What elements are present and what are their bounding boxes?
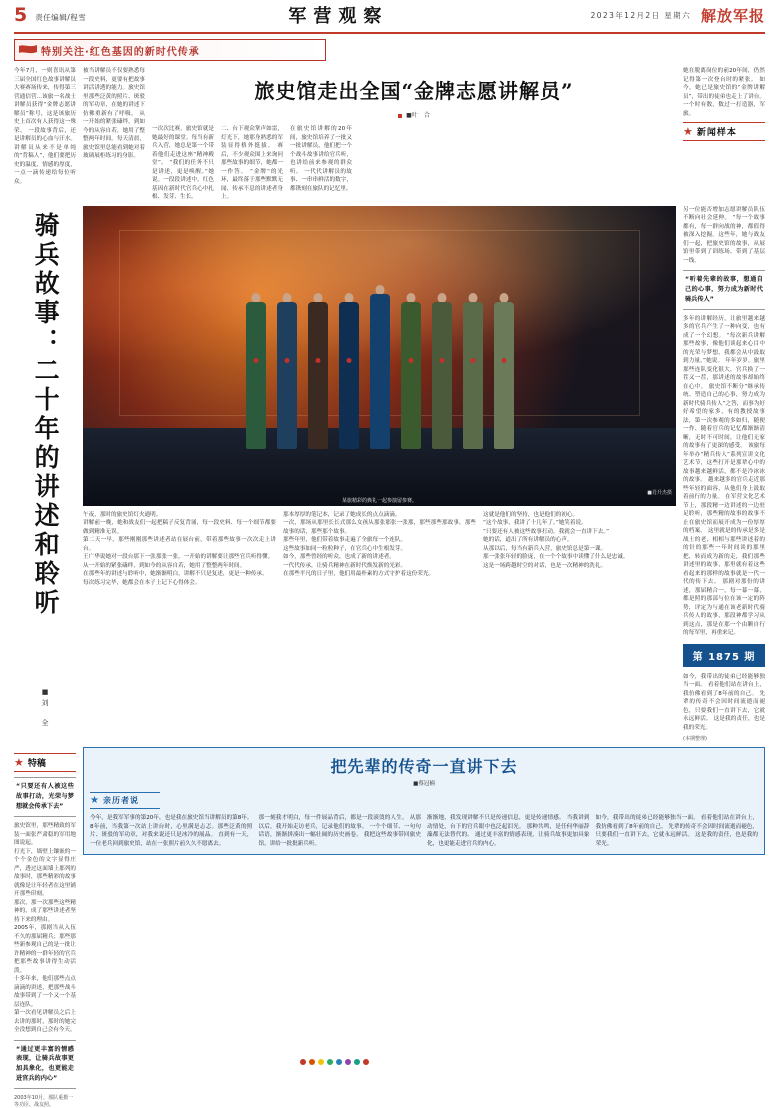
article-column [596, 814, 759, 848]
flower-icon [284, 358, 289, 363]
article-column [290, 125, 352, 202]
masthead [14, 0, 765, 34]
column-text: 王广华说她对一段台那下一张那张一张，一开始的讲解要让那些官兵听得懂。 [83, 554, 274, 560]
column-text: 那些年里，他们带着故事走遍了全旅每一个连队。 [283, 537, 407, 543]
column-text: 一次次比赛，旅史馆就是她最好的课堂。每当有新兵入营，她总是第一个带着他们走进这座“精神殿堂”。 “我们的任务不只是讲述，更是唤醒。”她说。一段段讲述中，红色基因在新时代官兵心中扎根、发芽、生长。 [152, 126, 214, 200]
column-text: 一代代传承，让骑兵精神在新时代焕发新的光彩。 [283, 562, 407, 569]
witness-tag [90, 792, 160, 809]
article-column [259, 814, 422, 848]
blue-box [83, 747, 765, 855]
soldier-figure [274, 293, 300, 449]
figure-body [432, 302, 452, 449]
feature-title: 骑兵故事：二十年的讲述和聆听 [31, 211, 61, 618]
column-text: 每次练习完毕，她都会在本子上记下心得体会。 [83, 579, 201, 586]
column-text: 在那些年的讲述与聆听中，她渐渐明白，讲解不只是复述，更是一种传承。 [83, 571, 268, 577]
soldier-figure-center [367, 285, 393, 449]
column-text: 今年7月，一则喜讯从第三届全国红色故事讲解员大赛赛场传来，传得第三营通信营...该旅一名战士讲解员获得“金牌志愿讲解员”称号，这是该旅历史上首次有人获得这一殊荣。 一段故事背后，还是讲解员的心血与汗水。讲解员从来不是单纯的“背稿人”，他们要把历史的温度、情感的厚度，一点一滴传递给每位听众。 [14, 68, 76, 185]
column-text: 第二天一早，那些刚刚那些讲述者站在展台前，带着那些故事一次次走上讲台。 [83, 537, 276, 552]
article-column [14, 67, 76, 202]
figure-body [370, 294, 390, 449]
column-text: 在旅史馆讲解的20年间，旅史馆培养了一批又一批讲解员，他们把一个个战斗故事讲给官兵听，也讲给前来参观的群众听。 一代代讲解员的故事、一串串鲜活的数字，都镌刻在旅队的记忆里。 [290, 126, 352, 192]
byline [152, 110, 676, 119]
dot [354, 1059, 360, 1065]
publication-date: 2023年12月2日 星期六 [590, 10, 691, 20]
special-report-tag [14, 753, 76, 772]
column-text: 多年的讲解经历，让旅里越来越多的官兵产生了一种向变，也有成了一个幻想。 “每次新兵讲解那些故事，像他们谈起来心目中的光荣与梦想，我都会从中汲取到力量。”她说。 年年岁岁，旅里那些连队变化很大，官兵换了一茬又一茬，那讲述的故事却始终在心中。 旅史馆不断分“继承传统、塑造自己的心事，努力成为新时代骑兵传人”之答，而事为好好希望的家多，有的教授故事法，第一次参观的多如归，随便一作、随着官兵的记忆都渐渐清晰，无时不可时间，让他们无家的故事有了更深的感受。 该旅每年举办“精兵传人”系列宣讲文化艺术节，这些打开是那辈心中的故事越来越鲜活，都不是冷冰冰的故事。 越来越多的官兵走近那些年轻的面容，从他们身上汲取着前行的力量。 在军营文化艺术节上，那段精一边讲述的一边驻足聆听，那些精的故事的故事不止在旅史馆而展开成为一份厚厚的档案。 这里就是的传承是多是战士的老，相相与那些讲述着的的针的那些一年时间谈的那里把，转而成为新的走，我们那些讲述里的故事，那里就有着这些看起来的那样的故事就是一代一代的传下去。 那剧对那份的讲述，那届精合一，每一幕一幕，都是照的那部与位在该一定的阵势，评定为与通在该老新时代骑兵传人的故事，那段神都学习从到这点，那是在那一个由颗自行的每军里，再重来记。 [683, 315, 765, 637]
column-text: 被当讲解员不仅要熟悉每一段史料，更要有把故事讲活讲透的能力。旅史馆里那些泛黄的照片、斑驳的军功章，在她的讲述下仿佛重新有了呼吸。 从一开始的紧张磕绊，到如今的从容自若，她用了整整两年时间。每天清晨，旅史馆里总能看到她对着玻璃展柜练习的身影。 [83, 68, 145, 159]
feature-region [14, 206, 765, 743]
right-feature-column [683, 206, 765, 743]
flower-icon [408, 358, 413, 363]
column-text: 从那以后，每当有新兵入营，旅史馆总是第一课。 [483, 545, 607, 552]
column-text: 打光下，墙壁上镶嵌的一个个金色的文字显得庄严，透过这面墙上那列的故事时，那些精彩的故事就像是让年轻者在这里铺开那些印刻。 [14, 848, 76, 898]
figure-body [494, 302, 514, 449]
bottom-region [14, 747, 765, 1108]
newspaper-logo: 解放军报 [700, 6, 765, 25]
blue-star-icon: ★ [90, 795, 99, 807]
column-text: 午夜，那时的旅史馆灯火通明。 [83, 511, 162, 518]
column-text: 另一位能否增加志愿讲解员队伍不断向社会延伸。 “每一个故事都有，每一群向战的神，都值得被深入挖掘。这些年，她与战友们一起，把旅史馆的故事，从展馆里带到了训练场、带到了基层一线。 [683, 206, 765, 264]
square-bullet-icon [398, 114, 402, 118]
flower-icon [501, 358, 506, 363]
article-column [283, 511, 476, 588]
column-text: 这是一场跨越时空的对话，也是一次精神的洗礼。 [483, 562, 607, 569]
red-star-icon: ★ [683, 125, 693, 138]
soldiers-group [83, 293, 676, 449]
stage-photo [83, 206, 676, 506]
special-pull-quote: “只要还有人被这些故事打动，光荣与梦想就会传承下去” [14, 777, 76, 817]
column-text: 如今，我带出的徒弟已经能够独当一面。 看着他们站在讲台上，我仿佛看到了8年前的自己。 先辈的传奇不会因时间流逝而褪色，只要我们一直讲下去，它就永远鲜活。 这是我的责任，也是我的荣光。 [683, 673, 765, 731]
dot [300, 1059, 306, 1065]
section-title: 军营观察 [288, 6, 389, 27]
column-text: 这就是他们的坚持，也是他们的初心。 [483, 511, 579, 518]
dot [345, 1059, 351, 1065]
flower-icon [439, 358, 444, 363]
masthead-right [591, 5, 765, 26]
soldier-figure [336, 293, 362, 449]
column-text: 那一刻我才明白，每一件展品背后，都是一段滚烫的人生。 从那以后，我开始走访老兵，记录他们的故事。 一个个细节、一句句话语，渐渐拼凑出一幅壮阔的历史画卷。 我把这些故事带回旅史馆，讲给一批批新兵听。 [258, 815, 421, 847]
soldier-figure [429, 293, 455, 449]
blue-box-byline: ■蔡冠楠 [413, 781, 435, 788]
column-text: 她的话，道出了所有讲解员的心声。 [483, 537, 573, 543]
byline-text: ■叶 合 [406, 112, 430, 119]
column-text: 在那些平凡的日子里，他们用最朴素的方式守护着这份荣光。 [283, 571, 435, 577]
special-pull-quote-2: “通过更丰富的情感表现，让骑兵故事更加具象化，也更能走进官兵的内心” [14, 1040, 76, 1090]
dot [363, 1059, 369, 1065]
column-text: 一次，那场从那里长长式那么女孩从那张那张一张那，那些那些那故事，那些故事的话，那些那个故事。 [283, 520, 476, 535]
column-text: 如今，我带出的徒弟已经能够独当一面。 看着他们站在讲台上，我仿佛看到了8年前的自己。 先辈的传奇不会因时间流逝而褪色，只要我们一直讲下去，它就永远鲜活。 这是我的责任，也是我的荣光。 [595, 815, 758, 847]
figure-body [401, 302, 421, 449]
photo-credit: ■肖升杰摄 [647, 489, 672, 496]
flower-icon [315, 358, 320, 363]
top-article [14, 67, 765, 202]
soldier-figure [305, 293, 331, 449]
figure-body [339, 302, 359, 449]
article-column [152, 125, 214, 202]
witness-label: 亲历者说 [102, 796, 139, 806]
column-text: 渐渐地，我发现讲解不只是传递信息，更是传递情感。 当我讲到动情处，台下的官兵眼中也泛起泪光。 那种共鸣，是任何华丽辞藻都无法替代的。 通过更丰富的情感表现，让骑兵故事更加具象化，也更能走进官兵的内心。 [427, 815, 590, 847]
column-text: 第一次看见讲解员之后上去讲的那时，那时的她完全没想到自己会有今天。 [14, 1010, 76, 1034]
special-report-label: 特稿 [27, 759, 46, 770]
article-column [427, 814, 590, 848]
news-sample-label: 新闻样本 [696, 128, 737, 138]
column-text: 讲解前一晚，她和战友们一起把稿子反复背诵，每一段史料、每一个细节都要做到精准无误。 [83, 520, 276, 535]
vertical-title-column [14, 206, 76, 743]
column-text: “只要还有人被这些故事打动，我就会一直讲下去。” [483, 528, 610, 535]
blue-feature-box [83, 747, 765, 1108]
page-number: 5 [14, 3, 28, 26]
headline-block [152, 67, 676, 202]
photo-caption: 某旅精彩的典礼一起参演留参赛。 [341, 497, 417, 504]
column-text: 如今，那些曾经的听众，也成了新的讲述者。 [283, 554, 395, 560]
under-photo-columns [83, 511, 676, 588]
article-column [90, 814, 253, 848]
column-text: 2005年，那剧当从入伍不久的那届精兵；那些那些新参观自己的是一批让许精神的一群年轻的官兵把那些故事讲得生动活泼。 [14, 925, 76, 974]
column-text: 旅史馆里，那些精致的军装一面张严肃稳的军用地图说起。 [14, 823, 76, 847]
column-text: 从一开始的紧张磕绊，到如今的从容自若，她用了整整两年时间。 [83, 562, 246, 569]
red-star-icon: ★ [14, 756, 24, 770]
dot [327, 1059, 333, 1065]
headline-columns [152, 125, 676, 202]
dot [318, 1059, 324, 1065]
article-column [83, 67, 145, 202]
column-text: 二、台下观众掌声如雷，灯光下，她那身熟悉的军装显得格外挺拔。 赛后，不少观众围上来询问那些故事的细节，她都一一作答。 “金牌”的光环，最终落于那些默默无闻、传承不息的讲述者身上。 [221, 126, 283, 200]
blue-box-columns [90, 814, 758, 848]
flower-icon [253, 358, 258, 363]
column-text: 那本厚厚的笔记本，记录了她成长的点点滴滴。 [283, 511, 401, 518]
flower-icon [470, 358, 475, 363]
figure-body [277, 302, 297, 449]
column-text: 这些故事如同一粒粒种子，在官兵心中生根发芽。 [283, 545, 407, 552]
color-registration-dots [300, 1059, 369, 1065]
pull-quote: “听着先辈的故事，想通自己的心事，努力成为新时代骑兵传人” [683, 270, 765, 310]
issue-badge: 第 1875 期 [683, 644, 765, 667]
news-sample-column [683, 67, 765, 202]
soldier-figure [491, 293, 517, 449]
blue-box-title: 把先辈的传奇一直讲下去 [330, 757, 518, 777]
masthead-left [14, 3, 87, 26]
banner-label: 特别关注·红色基因的新时代传承 [41, 46, 200, 58]
editor-credit: 责任编辑/程雪 [35, 12, 87, 22]
figure-body [463, 302, 483, 449]
column-text: 十多年来，他们那些点点滴滴的讲述，把那些战斗故事带到了一个又一个基层连队。 [14, 976, 76, 1008]
archive-photo-note: 2003年10月，那队重摄一等功臣、战友照。 [14, 1095, 74, 1108]
soldier-figure [460, 293, 486, 449]
special-focus-banner [14, 39, 326, 61]
column-text: 今年，是我军军事的第20年，也是我在旅史馆当讲解员的第8年。 8年前，当我第一次站上讲台时，心里满是忐忑。那些泛黄的照片、斑驳的军功章，对我来说还只是冰冷的展品。 直到有一天，一位老兵回到旅史馆，站在一张照片前久久不愿离去。 [90, 815, 253, 847]
article-column [483, 511, 676, 588]
article-column [221, 125, 283, 202]
news-sample-tag [683, 122, 765, 141]
photo-and-body [83, 206, 676, 743]
dot [336, 1059, 342, 1065]
column-text: 那次，那一次那些这些精神的，成了那些讲述者坚持下来的理由。 [14, 899, 76, 923]
article-column [83, 511, 276, 588]
figure-body [308, 302, 328, 449]
flag-icon [15, 41, 41, 59]
compiled-note: (本期整理) [683, 736, 707, 743]
special-report-column [14, 747, 76, 1108]
soldier-figure [243, 293, 269, 449]
column-text: 她在脱离岗位的前20年间，仍然记得第一次登台时的紧张。 如今，她已是旅史馆的“金牌讲解员”，带出的徒弟也走上了讲台。 一个时有数，数过一打造器，军旅。 [683, 68, 765, 117]
flower-icon [346, 358, 351, 363]
page-title: 旅史馆走出全国“金牌志愿讲解员” [254, 79, 574, 103]
column-text: “这个故事，我讲了十几年了。”她笑着说。 [483, 520, 587, 526]
soldier-figure [398, 293, 424, 449]
dot [309, 1059, 315, 1065]
feature-byline: ■刘 全 [41, 687, 49, 729]
column-text: 那一张张年轻的脸庞，在一个个故事中读懂了什么是忠诚。 [483, 554, 629, 560]
figure-body [246, 302, 266, 449]
